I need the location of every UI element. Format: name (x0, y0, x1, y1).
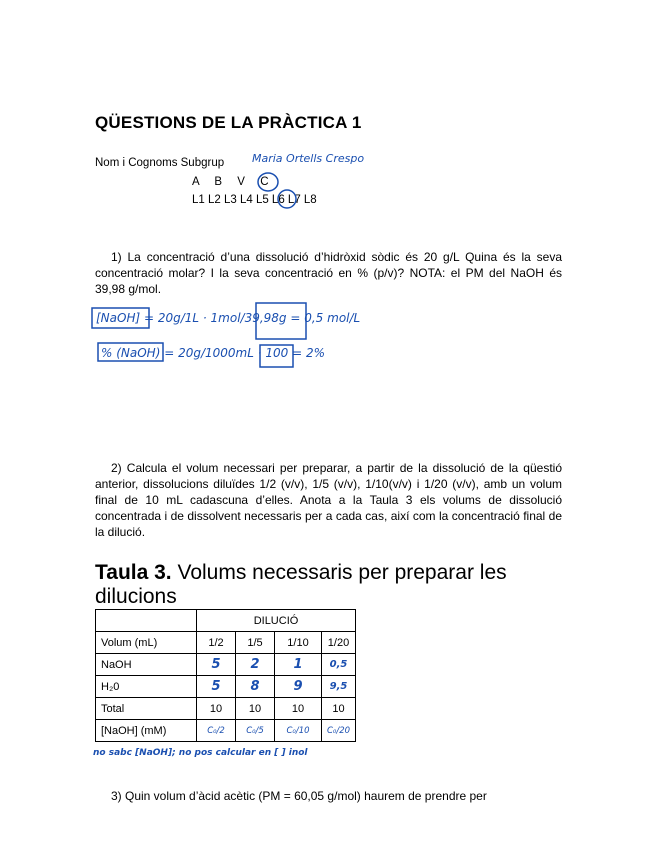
dilution-header: DILUCIÓ (197, 610, 356, 632)
table-cell: 0,5 (322, 654, 356, 676)
answer-1-molar: [NaOH] = 20g/1L · 1mol/39,98g = 0,5 mol/L (96, 311, 361, 325)
table-row (96, 720, 356, 742)
row-label: H₂0 (96, 676, 197, 698)
table-cell: 8 (236, 676, 275, 698)
table-3 (95, 609, 356, 742)
table-cell: 5 (197, 654, 236, 676)
question-2: 2) Calcula el volum necessari per preparar, a partir de la dissolució de la qüestió anterior, dissolucions diluïdes 1/2 (v/v), 1/5 (v/v), 1/10(v/v) i 1/20 (v/v), amb un volum final de 10 mL cadascuna d’elles. Anota a la Taula 3 els volums de dissolució concentrada i de dissolvent necessaris per a cada cas, així com la concentració final de la dilució. (95, 461, 562, 539)
handwritten-note: no sabc [NaOH]; no pos calcular en [ ] inol (93, 748, 308, 758)
table-cell: C₀/10 (275, 720, 322, 742)
table-cell: 10 (322, 698, 356, 720)
row-label: NaOH (96, 654, 197, 676)
column-header: 1/10 (275, 632, 322, 654)
table-cell: 5 (197, 676, 236, 698)
table-3-caption-text: Volums necessaris per preparar les dilucions (95, 561, 507, 608)
table-cell: 2 (236, 654, 275, 676)
table-3-caption-label: Taula 3. (95, 561, 172, 584)
handwritten-name: Maria Ortells Crespo (252, 152, 365, 165)
page-title: QÜESTIONS DE LA PRÀCTICA 1 (95, 113, 362, 132)
name-label: Nom i Cognoms Subgrup (95, 157, 225, 169)
answer-1-percent: % (NaOH) = 20g/1000mL · 100 = 2% (101, 346, 325, 360)
table-cell: 10 (197, 698, 236, 720)
question-1: 1) La concentració d’una dissolució d’hidròxid sòdic és 20 g/L Quina és la seva concentració molar? I la seva concentració en % (p/v)? NOTA: el PM del NaOH és 39,98 g/mol. (95, 250, 562, 296)
table-cell: C₀/20 (322, 720, 356, 742)
lab-options: L1 L2 L3 L4 L5 L6 L7 L8 (192, 194, 317, 206)
question-3: 3) Quin volum d’àcid acètic (PM = 60,05 g/mol) haurem de prendre per (111, 789, 487, 803)
column-header: 1/2 (197, 632, 236, 654)
table-cell: 10 (236, 698, 275, 720)
table-3-caption (95, 561, 515, 609)
table-row (96, 654, 356, 676)
row-label: Total (96, 698, 197, 720)
row-label: [NaOH] (mM) (96, 720, 197, 742)
table-cell: 9,5 (322, 676, 356, 698)
column-header: 1/20 (322, 632, 356, 654)
table-corner (96, 610, 197, 632)
column-header: Volum (mL) (96, 632, 197, 654)
table-row (96, 698, 356, 720)
table-cell: C₀/5 (236, 720, 275, 742)
table-cell: 10 (275, 698, 322, 720)
table-cell: 9 (275, 676, 322, 698)
table-cell: C₀/2 (197, 720, 236, 742)
subgroup-options: A B V C (192, 176, 270, 188)
table-header-row (96, 632, 356, 654)
table-row (96, 676, 356, 698)
column-header: 1/5 (236, 632, 275, 654)
table-cell: 1 (275, 654, 322, 676)
